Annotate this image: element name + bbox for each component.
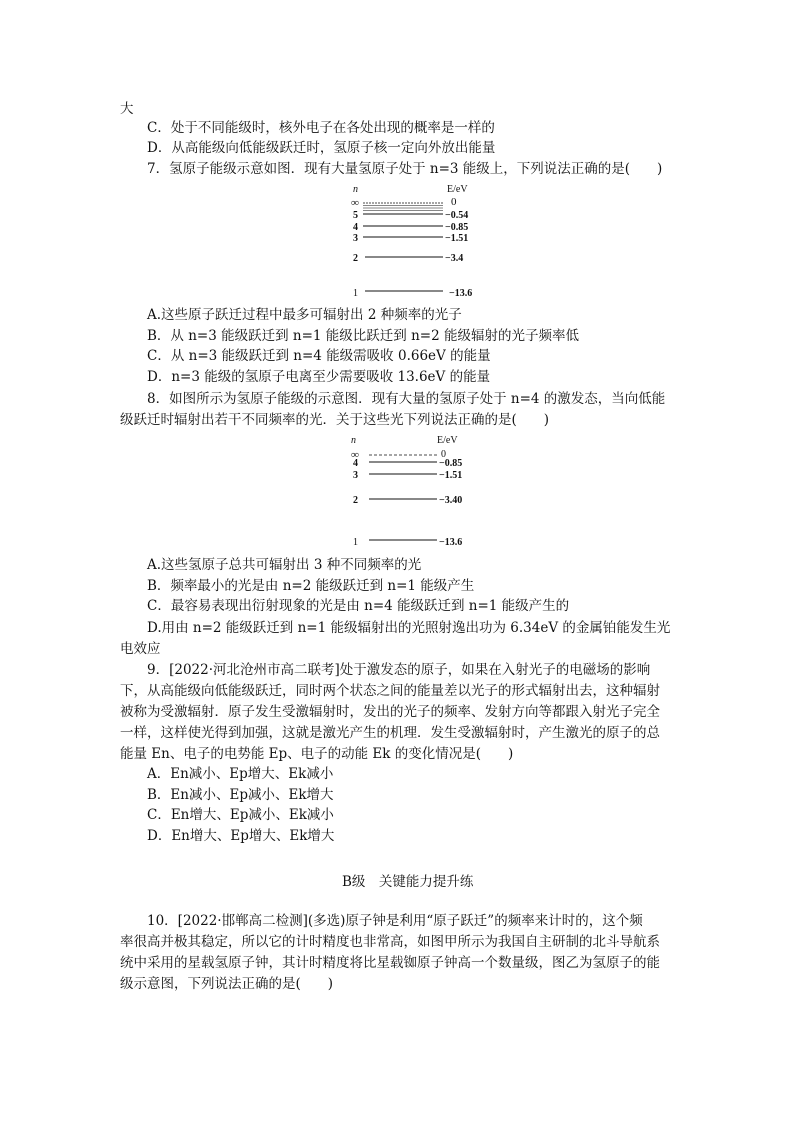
level-e-3: −1.51 (445, 233, 469, 244)
level-e-4: −0.85 (445, 222, 469, 233)
q9-stem-2: 下，从高能级向低能级跃迁，同时两个状态之间的能量差以光子的形式辐射出去，这种辐射 (120, 683, 660, 699)
q9-stem-1: 9．[2022·河北沧州市高二联考]处于激发态的原子，如果在入射光子的电磁场的影响 (147, 662, 651, 678)
q7-option-c: C．从 n=3 能级跃迁到 n=4 能级需吸收 0.66eV 的能量 (147, 348, 491, 364)
level-n-2: 2 (353, 495, 358, 506)
level-n-1: 1 (353, 537, 358, 548)
level-e-2: −3.40 (439, 495, 463, 506)
level-n-inf: ∞ (351, 449, 359, 461)
q8-option-d-cont: 电效应 (120, 641, 161, 657)
level-n-inf: ∞ (351, 197, 359, 209)
axis-e-label: E/eV (437, 435, 458, 446)
q9-option-d: D．En增大、Ep增大、Ek增大 (147, 828, 335, 844)
q8-stem-2: 级跃迁时辐射出若干不同频率的光．关于这些光下列说法正确的是( ) (120, 412, 550, 428)
level-e-1: −13.6 (449, 288, 473, 299)
q9-stem-3: 被称为受激辐射．原子发生受激辐射时，发出的光子的频率、发射方向等都跟入射光子完全 (120, 704, 660, 720)
level-n-3: 3 (353, 233, 358, 244)
q10-stem-1: 10．[2022·邯郸高二检测](多选)原子钟是利用“原子跃迁”的频率来计时的，这个频 (147, 913, 643, 929)
level-e-inf: 0 (441, 449, 446, 460)
q10-stem-3: 统中采用的星载氢原子钟，其计时精度将比星载铷原子钟高一个数量级，图乙为氢原子的能 (120, 955, 660, 971)
level-e-5: −0.54 (445, 210, 469, 221)
q8-option-c: C．最容易表现出衍射现象的光是由 n=4 能级跃迁到 n=1 能级产生的 (147, 598, 570, 614)
level-e-2: −3.4 (445, 253, 464, 264)
level-e-3: −1.51 (439, 470, 463, 481)
energy-level-diagram-1 (345, 182, 505, 300)
level-n-5: 5 (353, 210, 358, 221)
level-e-4: −0.85 (439, 458, 463, 469)
level-e-inf: 0 (451, 196, 457, 208)
q8-option-d: D.用由 n=2 能级跃迁到 n=1 能级辐射出的光照射逸出功为 6.34eV 的金属铂能发生光 (147, 620, 671, 636)
q8-stem-1: 8．如图所示为氢原子能级的示意图．现有大量的氢原子处于 n=4 的激发态，当向低能 (147, 391, 666, 407)
axis-n-label: n (351, 435, 356, 446)
level-e-1: −13.6 (439, 537, 463, 548)
q9-option-b: B．En减小、Ep减小、Ek增大 (147, 787, 334, 803)
q10-stem-4: 级示意图，下列说法正确的是( ) (120, 976, 334, 992)
q9-stem-4: 一样，这样使光得到加强，这就是激光产生的机理．发生受激辐射时，产生激光的原子的总 (120, 725, 660, 741)
q8-option-b: B．频率最小的光是由 n=2 能级跃迁到 n=1 能级产生 (147, 578, 475, 594)
q6-option-c: C．处于不同能级时，核外电子在各处出现的概率是一样的 (147, 120, 495, 136)
level-n-1: 1 (353, 288, 358, 299)
section-title: B级 关键能力提升练 (342, 874, 474, 890)
q9-stem-5: 能量 En、电子的电势能 Ep、电子的动能 Ek 的变化情况是( ) (120, 746, 514, 762)
level-n-4: 4 (353, 458, 358, 469)
axis-e-label: E/eV (447, 184, 468, 195)
q6-option-d: D．从高能级向低能级跃迁时，氢原子核一定向外放出能量 (147, 140, 496, 156)
q7-option-b: B．从 n=3 能级跃迁到 n=1 能级比跃迁到 n=2 能级辐射的光子频率低 (147, 328, 579, 344)
axis-n-label: n (353, 184, 358, 195)
level-n-3: 3 (353, 470, 358, 481)
q8-option-a: A.这些氢原子总共可辐射出 3 种不同频率的光 (147, 557, 422, 573)
q10-stem-2: 率很高并极其稳定，所以它的计时精度也非常高，如图甲所示为我国自主研制的北斗导航系 (120, 934, 660, 950)
q9-option-c: C．En增大、Ep减小、Ek减小 (147, 807, 334, 823)
q7-option-d: D．n=3 能级的氢原子电离至少需要吸收 13.6eV 的能量 (147, 369, 491, 385)
q9-option-a: A．En减小、Ep增大、Ek减小 (147, 766, 334, 782)
q7-option-a: A.这些原子跃迁过程中最多可辐射出 2 种频率的光子 (147, 307, 462, 323)
energy-level-diagram-2 (347, 433, 497, 548)
level-n-4: 4 (353, 222, 358, 233)
q6-continuation: 大 (120, 101, 134, 117)
level-n-2: 2 (353, 253, 358, 264)
q7-stem: 7．氢原子能级示意如图．现有大量氢原子处于 n=3 能级上，下列说法正确的是( ) (147, 161, 663, 177)
